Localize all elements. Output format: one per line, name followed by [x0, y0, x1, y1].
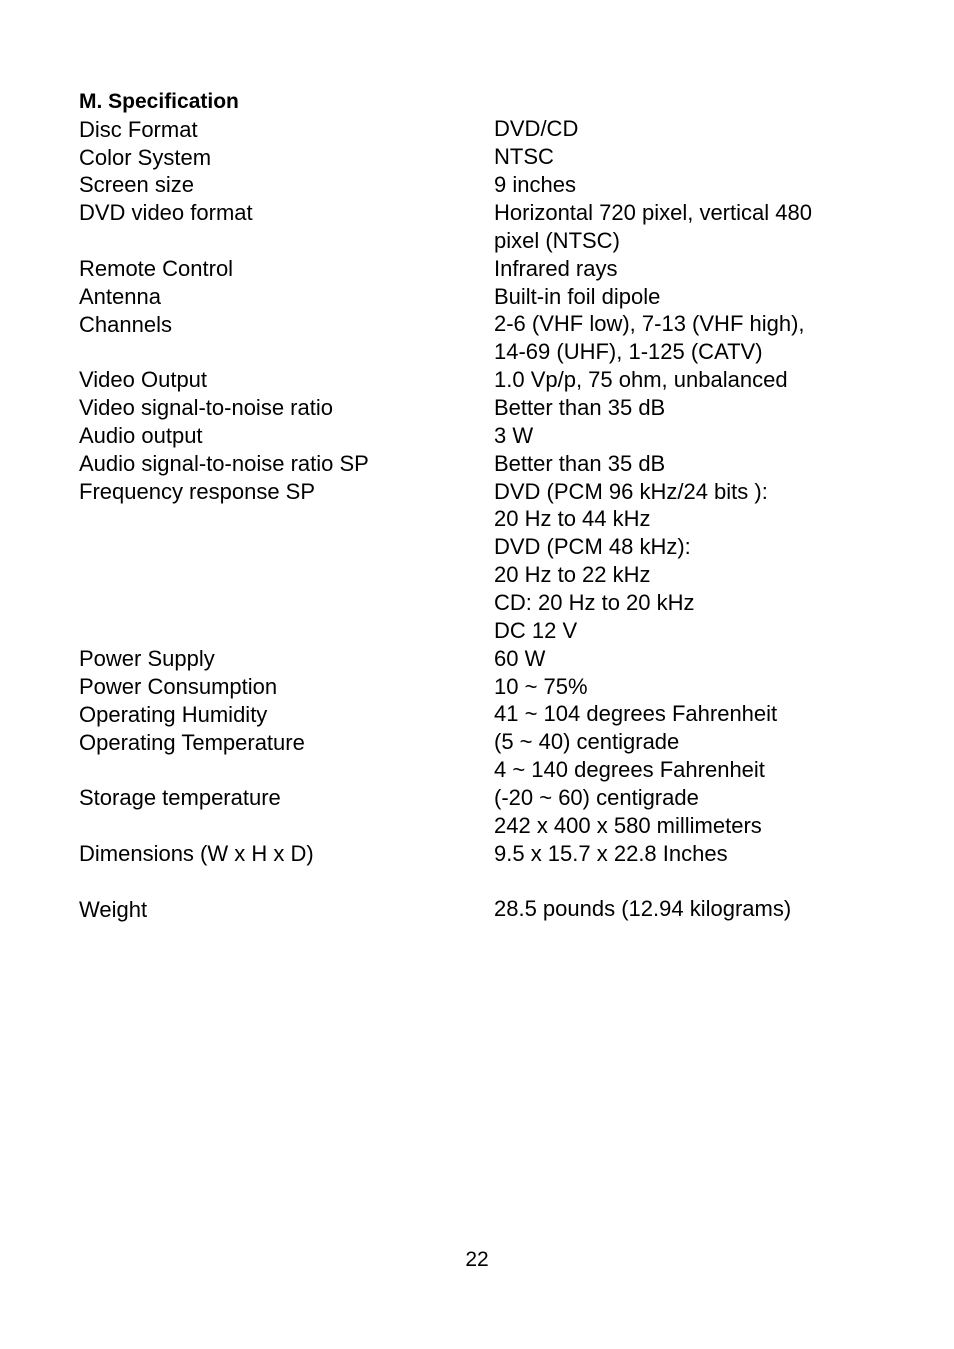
label-remote-control: Remote Control — [79, 256, 234, 281]
value-line: 9 inches — [494, 172, 576, 197]
label-frequency-response: Frequency response SP — [79, 479, 316, 504]
label-power-consumption: Power Consumption — [79, 674, 278, 699]
value-line: Built-in foil dipole — [494, 284, 661, 309]
label-audio-snr: Audio signal-to-noise ratio SP — [79, 451, 369, 476]
label-audio-output: Audio output — [79, 423, 203, 448]
value-line: Infrared rays — [494, 256, 618, 281]
label-antenna: Antenna — [79, 284, 161, 309]
value-line: NTSC — [494, 144, 554, 169]
value-line: 14-69 (UHF), 1-125 (CATV) — [494, 339, 763, 364]
label-dvd-video-format: DVD video format — [79, 200, 253, 225]
value-line: 9.5 x 15.7 x 22.8 Inches — [494, 841, 728, 866]
label-screen-size: Screen size — [79, 172, 194, 197]
label-power-supply: Power Supply — [79, 646, 215, 671]
value-line: 41 ~ 104 degrees Fahrenheit — [494, 701, 778, 726]
value-line: Better than 35 dB — [494, 395, 666, 420]
label-operating-temperature: Operating Temperature — [79, 730, 305, 755]
value-line: DVD/CD — [494, 116, 579, 141]
label-video-output: Video Output — [79, 367, 208, 392]
label-dimensions: Dimensions (W x H x D) — [79, 841, 314, 866]
value-line: 1.0 Vp/p, 75 ohm, unbalanced — [494, 367, 788, 392]
value-line: 10 ~ 75% — [494, 674, 588, 699]
label-operating-humidity: Operating Humidity — [79, 702, 268, 727]
value-line: (-20 ~ 60) centigrade — [494, 785, 699, 810]
value-line: 3 W — [494, 423, 534, 448]
label-video-snr: Video signal-to-noise ratio — [79, 395, 333, 420]
label-disc-format: Disc Format — [79, 117, 198, 142]
value-line: 60 W — [494, 646, 546, 671]
value-line: 20 Hz to 22 kHz — [494, 562, 651, 587]
section-heading: M. Specification — [79, 90, 239, 113]
value-line: 28.5 pounds (12.94 kilograms) — [494, 896, 792, 921]
label-storage-temperature: Storage temperature — [79, 785, 281, 810]
value-line: 242 x 400 x 580 millimeters — [494, 813, 762, 838]
value-line: Better than 35 dB — [494, 451, 666, 476]
value-line: pixel (NTSC) — [494, 228, 620, 253]
value-line: 2-6 (VHF low), 7-13 (VHF high), — [494, 311, 805, 336]
page-number: 22 — [465, 1248, 489, 1271]
value-line: 20 Hz to 44 kHz — [494, 506, 651, 531]
label-channels: Channels — [79, 312, 172, 337]
label-color-system: Color System — [79, 145, 212, 170]
value-line: DVD (PCM 48 kHz): — [494, 534, 691, 559]
value-line: 4 ~ 140 degrees Fahrenheit — [494, 757, 765, 782]
value-line: CD: 20 Hz to 20 kHz — [494, 590, 695, 615]
label-weight: Weight — [79, 897, 148, 922]
value-line: DVD (PCM 96 kHz/24 bits ): — [494, 479, 768, 504]
value-line: DC 12 V — [494, 618, 578, 643]
value-line: (5 ~ 40) centigrade — [494, 729, 680, 754]
value-line: Horizontal 720 pixel, vertical 480 — [494, 200, 812, 225]
